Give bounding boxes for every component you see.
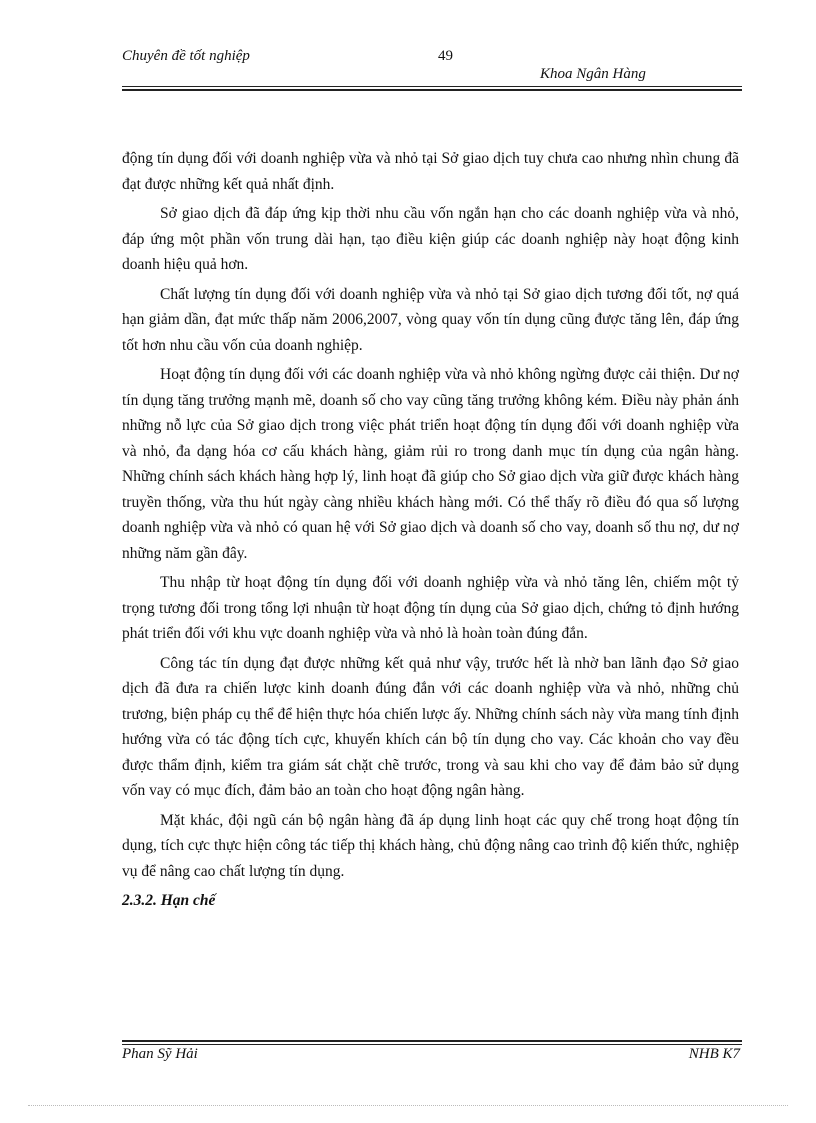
- section-heading: 2.3.2. Hạn chế: [122, 892, 216, 909]
- header-rule-thick: [122, 89, 742, 91]
- footer-class-code: NHB K7: [688, 1046, 740, 1062]
- document-body: [122, 146, 739, 914]
- paragraph: Chất lượng tín dụng đối với doanh nghiệp vừa và nhỏ tại Sở giao dịch tương đối tốt, nợ quá hạn giảm dần, đạt mức thấp năm 2006,2007, vòng quay vốn tín dụng cũng được tăng lên, đáp ứng tốt hơn nhu cầu vốn của doanh nghiệp.: [122, 285, 739, 354]
- paragraph: Mặt khác, đội ngũ cán bộ ngân hàng đã áp dụng linh hoạt các quy chế trong hoạt động tín dụng, tích cực thực hiện công tác tiếp thị khách hàng, chủ động nâng cao trình độ kiến thức, nghiệp vụ để nâng cao chất lượng tín dụng.: [122, 811, 739, 880]
- footer-rule-thick: [122, 1040, 742, 1042]
- paragraph: Hoạt động tín dụng đối với các doanh nghiệp vừa và nhỏ không ngừng được cải thiện. Dư nợ tín dụng tăng trưởng mạnh mẽ, doanh số cho vay cũng tăng trưởng không kém. Điều này phản ánh những nỗ lực của Sở giao dịch trong việc phát triển hoạt động tín dụng đối với doanh nghiệp vừa và nhỏ, đa dạng hóa cơ cấu khách hàng, giảm rủi ro trong danh mục tín dụng của ngân hàng. Những chính sách khách hàng hợp lý, linh hoạt đã giúp cho Sở giao dịch vừa giữ được khách hàng truyền thống, vừa thu hút ngày càng nhiều khách hàng mới. Có thể thấy rõ điều đó qua số lượng doanh nghiệp vừa và nhỏ có quan hệ với Sở giao dịch và doanh số cho vay, doanh số thu nợ, dư nợ những năm gần đây.: [122, 366, 739, 562]
- header-rule-thin: [122, 86, 742, 87]
- paragraph: Sở giao dịch đã đáp ứng kịp thời nhu cầu vốn ngắn hạn cho các doanh nghiệp vừa và nhỏ, đáp ứng một phần vốn trung dài hạn, tạo điều kiện giúp các doanh nghiệp này hoạt động kinh doanh hiệu quả hơn.: [122, 205, 739, 273]
- header-department: Khoa Ngân Hàng: [540, 66, 646, 82]
- footer-rule-thin: [122, 1044, 742, 1045]
- page-edge-dotted-line: [28, 1105, 788, 1106]
- page-number: 49: [438, 48, 453, 64]
- paragraph: Thu nhập từ hoạt động tín dụng đối với doanh nghiệp vừa và nhỏ tăng lên, chiếm một tỷ trọng tương đối trong tổng lợi nhuận từ hoạt động tín dụng của Sở giao dịch, chứng tỏ định hướng phát triển đối với khu vực doanh nghiệp vừa và nhỏ là hoàn toàn đúng đắn.: [122, 574, 739, 642]
- header-title: Chuyên đề tốt nghiệp: [122, 48, 250, 64]
- paragraph-continuation: động tín dụng đối với doanh nghiệp vừa và nhỏ tại Sở giao dịch tuy chưa cao nhưng nhìn chung đã đạt được những kết quả nhất định.: [122, 150, 739, 193]
- footer-author: Phan Sỹ Hải: [122, 1046, 198, 1062]
- paragraph: Công tác tín dụng đạt được những kết quả như vậy, trước hết là nhờ ban lãnh đạo Sở giao dịch đã đưa ra chiến lược kinh doanh đúng đắn với các doanh nghiệp vừa và nhỏ, những chủ trương, biện pháp cụ thể để hiện thực hóa chiến lược ấy. Những chính sách này vừa mang tính định hướng vừa có tác động tích cực, khuyến khích cán bộ tín dụng cho vay. Các khoản cho vay đều được thẩm định, kiểm tra giám sát chặt chẽ trước, trong và sau khi cho vay để đảm bảo sử dụng vốn vay có mục đích, đảm bảo an toàn cho hoạt động ngân hàng.: [122, 654, 739, 799]
